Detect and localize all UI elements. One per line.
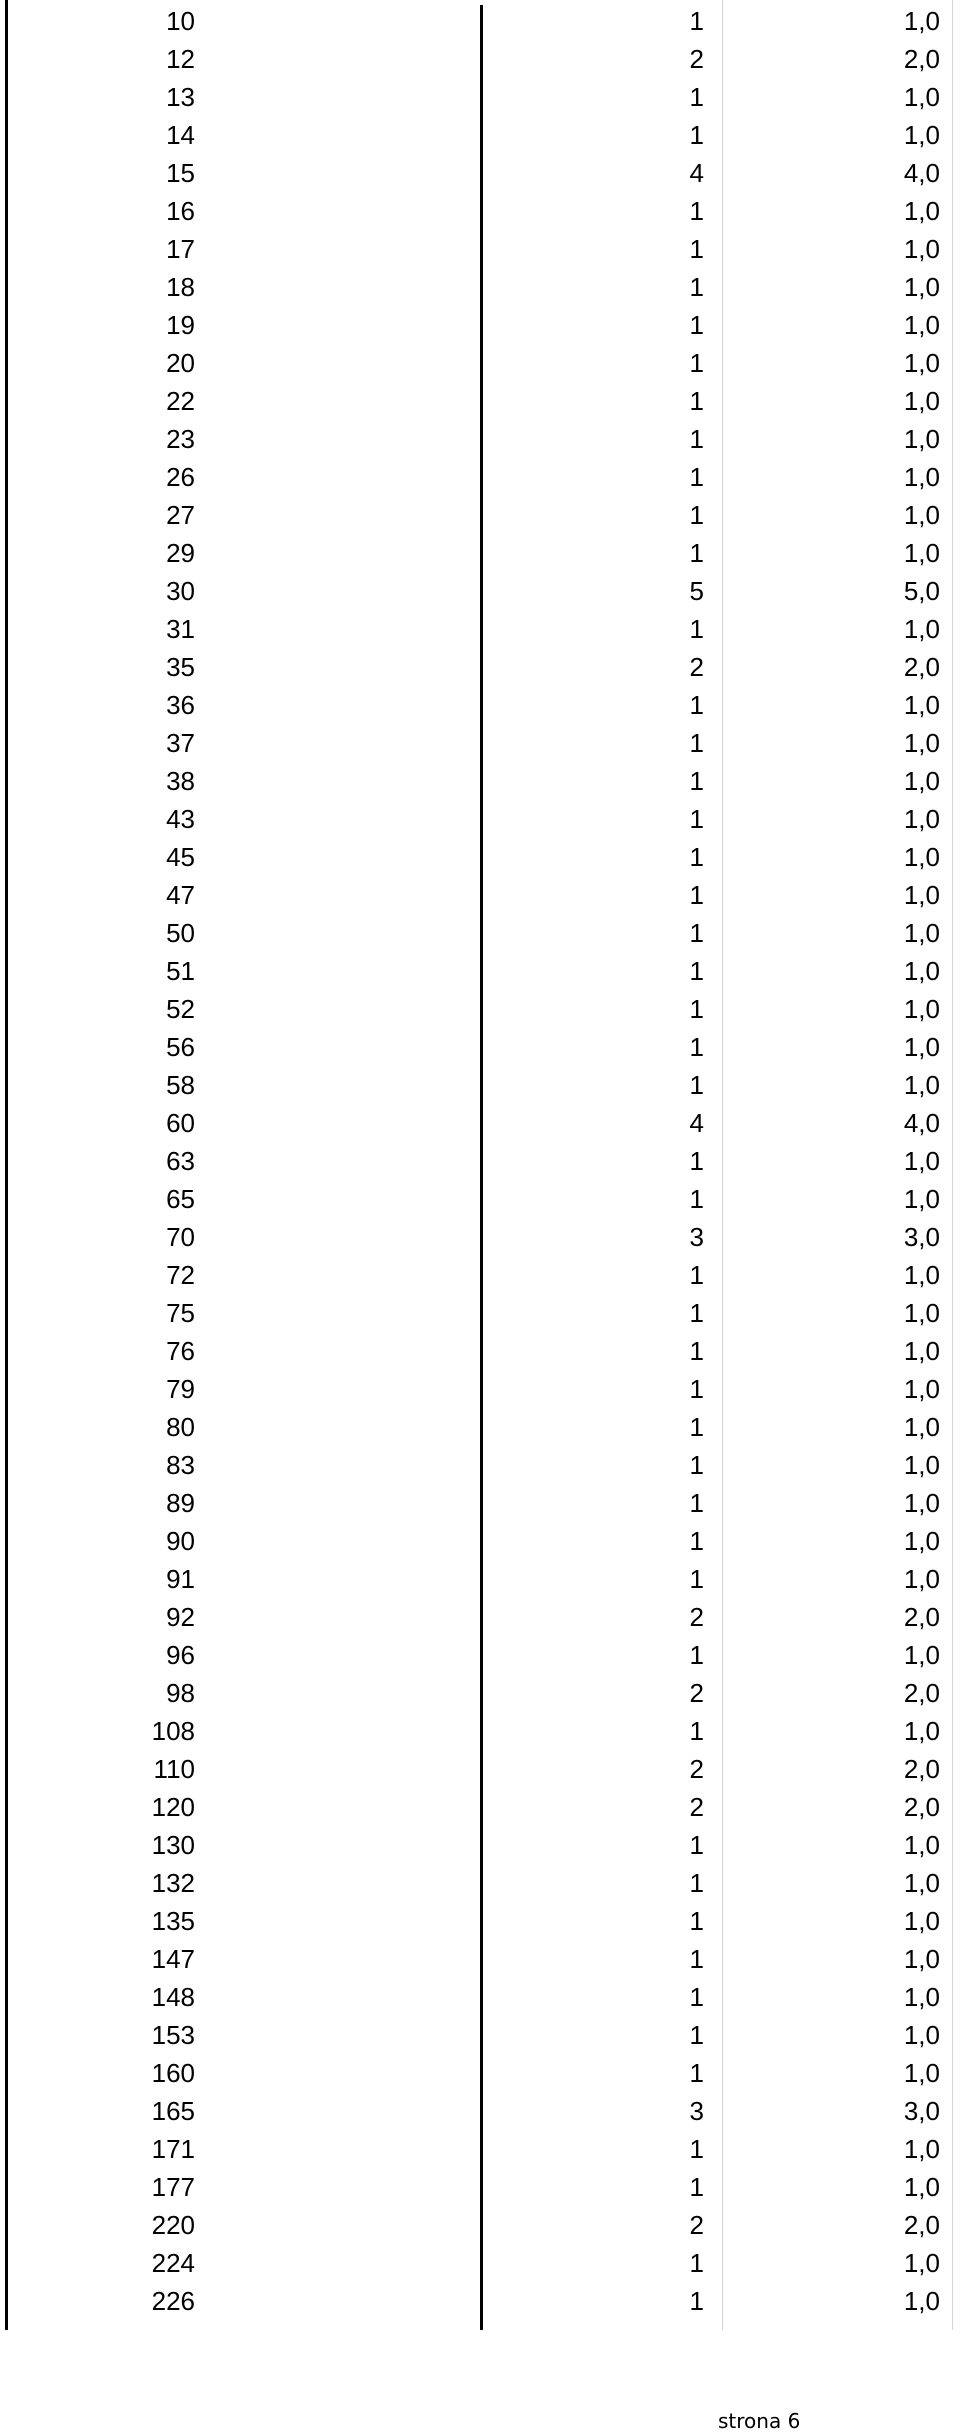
table-row <box>0 1332 960 1370</box>
table-row <box>0 1294 960 1332</box>
count-cell: 1 <box>689 728 704 758</box>
count-cell: 1 <box>689 2172 704 2202</box>
percent-cell: 1,0 <box>903 500 940 530</box>
value-cell: 47 <box>166 880 195 910</box>
table-row <box>0 1560 960 1598</box>
percent-cell: 1,0 <box>903 1032 940 1062</box>
count-cell: 1 <box>689 272 704 302</box>
value-cell: 45 <box>166 842 195 872</box>
table-row <box>0 572 960 610</box>
value-cell: 147 <box>151 1944 195 1974</box>
table-row <box>0 230 960 268</box>
value-cell: 148 <box>151 1982 195 2012</box>
table-row <box>0 1636 960 1674</box>
value-cell: 20 <box>166 348 195 378</box>
count-cell: 1 <box>689 766 704 796</box>
percent-cell: 1,0 <box>903 1944 940 1974</box>
value-cell: 36 <box>166 690 195 720</box>
count-cell: 2 <box>689 652 704 682</box>
value-cell: 37 <box>166 728 195 758</box>
table-row <box>0 2168 960 2206</box>
count-cell: 1 <box>689 614 704 644</box>
value-cell: 226 <box>151 2286 195 2316</box>
value-cell: 35 <box>166 652 195 682</box>
percent-cell: 1,0 <box>903 120 940 150</box>
percent-cell: 2,0 <box>903 1678 940 1708</box>
table-row <box>0 2282 960 2320</box>
table-row <box>0 1902 960 1940</box>
value-cell: 70 <box>166 1222 195 1252</box>
value-cell: 135 <box>151 1906 195 1936</box>
count-cell: 1 <box>689 1260 704 1290</box>
percent-cell: 1,0 <box>903 424 940 454</box>
table-row <box>0 762 960 800</box>
count-cell: 2 <box>689 44 704 74</box>
value-cell: 80 <box>166 1412 195 1442</box>
count-cell: 1 <box>689 1526 704 1556</box>
percent-cell: 5,0 <box>903 576 940 606</box>
table-row <box>0 1522 960 1560</box>
table-row <box>0 344 960 382</box>
table-row <box>0 2206 960 2244</box>
value-cell: 72 <box>166 1260 195 1290</box>
value-cell: 31 <box>166 614 195 644</box>
table-row <box>0 1788 960 1826</box>
value-cell: 16 <box>166 196 195 226</box>
percent-cell: 2,0 <box>903 2210 940 2240</box>
percent-cell: 2,0 <box>903 1754 940 1784</box>
page-number: strona 6 <box>718 2409 801 2433</box>
table-row <box>0 2016 960 2054</box>
value-cell: 52 <box>166 994 195 1024</box>
count-cell: 1 <box>689 1868 704 1898</box>
table-row <box>0 1104 960 1142</box>
percent-cell: 1,0 <box>903 462 940 492</box>
table-row <box>0 420 960 458</box>
table-row <box>0 724 960 762</box>
table-row <box>0 496 960 534</box>
percent-cell: 4,0 <box>903 158 940 188</box>
table-row <box>0 1408 960 1446</box>
percent-cell: 1,0 <box>903 2134 940 2164</box>
percent-cell: 1,0 <box>903 386 940 416</box>
value-cell: 75 <box>166 1298 195 1328</box>
percent-cell: 1,0 <box>903 956 940 986</box>
table-row <box>0 648 960 686</box>
value-cell: 130 <box>151 1830 195 1860</box>
percent-cell: 1,0 <box>903 348 940 378</box>
percent-cell: 3,0 <box>903 1222 940 1252</box>
percent-cell: 1,0 <box>903 766 940 796</box>
count-cell: 1 <box>689 386 704 416</box>
value-cell: 19 <box>166 310 195 340</box>
count-cell: 1 <box>689 2286 704 2316</box>
value-cell: 83 <box>166 1450 195 1480</box>
percent-cell: 1,0 <box>903 196 940 226</box>
count-cell: 1 <box>689 1184 704 1214</box>
value-cell: 65 <box>166 1184 195 1214</box>
value-cell: 89 <box>166 1488 195 1518</box>
percent-cell: 1,0 <box>903 804 940 834</box>
value-cell: 13 <box>166 82 195 112</box>
table-row <box>0 2 960 40</box>
table-row <box>0 268 960 306</box>
value-cell: 110 <box>153 1754 195 1784</box>
count-cell: 1 <box>689 6 704 36</box>
count-cell: 1 <box>689 462 704 492</box>
value-cell: 153 <box>151 2020 195 2050</box>
percent-cell: 1,0 <box>903 842 940 872</box>
table-row <box>0 2092 960 2130</box>
frequency-table <box>0 2 960 2320</box>
table-row <box>0 1484 960 1522</box>
value-cell: 15 <box>166 158 195 188</box>
table-row <box>0 1978 960 2016</box>
table-row <box>0 154 960 192</box>
percent-cell: 1,0 <box>903 2058 940 2088</box>
table-row <box>0 1598 960 1636</box>
value-cell: 63 <box>166 1146 195 1176</box>
percent-cell: 1,0 <box>903 728 940 758</box>
count-cell: 3 <box>689 1222 704 1252</box>
table-row <box>0 2054 960 2092</box>
table-row <box>0 40 960 78</box>
percent-cell: 1,0 <box>903 1298 940 1328</box>
count-cell: 2 <box>689 2210 704 2240</box>
count-cell: 1 <box>689 348 704 378</box>
count-cell: 1 <box>689 1146 704 1176</box>
count-cell: 1 <box>689 500 704 530</box>
table-row <box>0 1712 960 1750</box>
table-row <box>0 1864 960 1902</box>
percent-cell: 1,0 <box>903 1982 940 2012</box>
percent-cell: 1,0 <box>903 1564 940 1594</box>
count-cell: 1 <box>689 1564 704 1594</box>
count-cell: 1 <box>689 2248 704 2278</box>
count-cell: 1 <box>689 918 704 948</box>
value-cell: 58 <box>166 1070 195 1100</box>
value-cell: 171 <box>151 2134 195 2164</box>
count-cell: 1 <box>689 82 704 112</box>
percent-cell: 1,0 <box>903 2248 940 2278</box>
value-cell: 23 <box>166 424 195 454</box>
value-cell: 18 <box>166 272 195 302</box>
table-row <box>0 1028 960 1066</box>
count-cell: 1 <box>689 1716 704 1746</box>
table-row <box>0 838 960 876</box>
percent-cell: 4,0 <box>903 1108 940 1138</box>
count-cell: 1 <box>689 424 704 454</box>
value-cell: 92 <box>166 1602 195 1632</box>
value-cell: 10 <box>166 6 195 36</box>
percent-cell: 1,0 <box>903 272 940 302</box>
table-row <box>0 1066 960 1104</box>
value-cell: 220 <box>151 2210 195 2240</box>
value-cell: 108 <box>151 1716 195 1746</box>
table-row <box>0 2244 960 2282</box>
percent-cell: 1,0 <box>903 1716 940 1746</box>
table-row <box>0 306 960 344</box>
value-cell: 76 <box>166 1336 195 1366</box>
value-cell: 50 <box>166 918 195 948</box>
table-row <box>0 382 960 420</box>
table-row <box>0 534 960 572</box>
value-cell: 12 <box>166 44 195 74</box>
table-row <box>0 192 960 230</box>
percent-cell: 1,0 <box>903 1336 940 1366</box>
percent-cell: 1,0 <box>903 2286 940 2316</box>
value-cell: 56 <box>166 1032 195 1062</box>
percent-cell: 1,0 <box>903 1070 940 1100</box>
percent-cell: 3,0 <box>903 2096 940 2126</box>
table-row <box>0 1370 960 1408</box>
table-row <box>0 914 960 952</box>
table-row <box>0 1826 960 1864</box>
table-row <box>0 1180 960 1218</box>
count-cell: 1 <box>689 1336 704 1366</box>
table-row <box>0 116 960 154</box>
count-cell: 1 <box>689 1982 704 2012</box>
count-cell: 1 <box>689 234 704 264</box>
value-cell: 160 <box>151 2058 195 2088</box>
value-cell: 38 <box>166 766 195 796</box>
percent-cell: 2,0 <box>903 1792 940 1822</box>
percent-cell: 1,0 <box>903 1526 940 1556</box>
value-cell: 96 <box>166 1640 195 1670</box>
percent-cell: 1,0 <box>903 2020 940 2050</box>
count-cell: 2 <box>689 1754 704 1784</box>
count-cell: 2 <box>689 1602 704 1632</box>
value-cell: 79 <box>166 1374 195 1404</box>
percent-cell: 1,0 <box>903 310 940 340</box>
count-cell: 1 <box>689 2020 704 2050</box>
table-row <box>0 800 960 838</box>
percent-cell: 1,0 <box>903 1488 940 1518</box>
value-cell: 98 <box>166 1678 195 1708</box>
percent-cell: 1,0 <box>903 82 940 112</box>
percent-cell: 1,0 <box>903 6 940 36</box>
percent-cell: 2,0 <box>903 44 940 74</box>
count-cell: 1 <box>689 1298 704 1328</box>
count-cell: 1 <box>689 994 704 1024</box>
count-cell: 5 <box>689 576 704 606</box>
value-cell: 165 <box>151 2096 195 2126</box>
count-cell: 1 <box>689 804 704 834</box>
table-row <box>0 1940 960 1978</box>
value-cell: 30 <box>166 576 195 606</box>
percent-cell: 1,0 <box>903 1830 940 1860</box>
count-cell: 1 <box>689 538 704 568</box>
count-cell: 1 <box>689 690 704 720</box>
table-row <box>0 1674 960 1712</box>
count-cell: 1 <box>689 196 704 226</box>
count-cell: 1 <box>689 1906 704 1936</box>
value-cell: 91 <box>166 1564 195 1594</box>
count-cell: 3 <box>689 2096 704 2126</box>
table-row <box>0 1142 960 1180</box>
percent-cell: 2,0 <box>903 652 940 682</box>
table-row <box>0 990 960 1028</box>
value-cell: 60 <box>166 1108 195 1138</box>
count-cell: 1 <box>689 1640 704 1670</box>
percent-cell: 1,0 <box>903 690 940 720</box>
value-cell: 27 <box>166 500 195 530</box>
count-cell: 1 <box>689 880 704 910</box>
value-cell: 177 <box>151 2172 195 2202</box>
count-cell: 1 <box>689 1070 704 1100</box>
table-row <box>0 686 960 724</box>
percent-cell: 1,0 <box>903 1146 940 1176</box>
table-row <box>0 458 960 496</box>
table-row <box>0 78 960 116</box>
count-cell: 1 <box>689 1412 704 1442</box>
count-cell: 1 <box>689 842 704 872</box>
table-row <box>0 2130 960 2168</box>
percent-cell: 1,0 <box>903 1260 940 1290</box>
count-cell: 1 <box>689 120 704 150</box>
count-cell: 1 <box>689 1032 704 1062</box>
count-cell: 2 <box>689 1678 704 1708</box>
percent-cell: 2,0 <box>903 1602 940 1632</box>
percent-cell: 1,0 <box>903 614 940 644</box>
table-row <box>0 952 960 990</box>
table-row <box>0 1218 960 1256</box>
percent-cell: 1,0 <box>903 234 940 264</box>
table-row <box>0 876 960 914</box>
percent-cell: 1,0 <box>903 1868 940 1898</box>
value-cell: 132 <box>151 1868 195 1898</box>
count-cell: 4 <box>689 1108 704 1138</box>
count-cell: 1 <box>689 310 704 340</box>
percent-cell: 1,0 <box>903 918 940 948</box>
value-cell: 51 <box>166 956 195 986</box>
value-cell: 90 <box>166 1526 195 1556</box>
percent-cell: 1,0 <box>903 1450 940 1480</box>
count-cell: 1 <box>689 1830 704 1860</box>
percent-cell: 1,0 <box>903 1374 940 1404</box>
percent-cell: 1,0 <box>903 2172 940 2202</box>
count-cell: 1 <box>689 1488 704 1518</box>
count-cell: 4 <box>689 158 704 188</box>
table-row <box>0 1446 960 1484</box>
value-cell: 26 <box>166 462 195 492</box>
percent-cell: 1,0 <box>903 538 940 568</box>
value-cell: 224 <box>151 2248 195 2278</box>
count-cell: 1 <box>689 2134 704 2164</box>
table-row <box>0 610 960 648</box>
value-cell: 29 <box>166 538 195 568</box>
count-cell: 1 <box>689 956 704 986</box>
count-cell: 1 <box>689 2058 704 2088</box>
value-cell: 14 <box>166 120 195 150</box>
value-cell: 120 <box>151 1792 195 1822</box>
percent-cell: 1,0 <box>903 1640 940 1670</box>
count-cell: 1 <box>689 1944 704 1974</box>
value-cell: 17 <box>166 234 195 264</box>
table-row <box>0 1256 960 1294</box>
percent-cell: 1,0 <box>903 994 940 1024</box>
percent-cell: 1,0 <box>903 880 940 910</box>
count-cell: 1 <box>689 1374 704 1404</box>
value-cell: 22 <box>166 386 195 416</box>
table-row <box>0 1750 960 1788</box>
count-cell: 1 <box>689 1450 704 1480</box>
count-cell: 2 <box>689 1792 704 1822</box>
percent-cell: 1,0 <box>903 1906 940 1936</box>
percent-cell: 1,0 <box>903 1184 940 1214</box>
percent-cell: 1,0 <box>903 1412 940 1442</box>
value-cell: 43 <box>166 804 195 834</box>
